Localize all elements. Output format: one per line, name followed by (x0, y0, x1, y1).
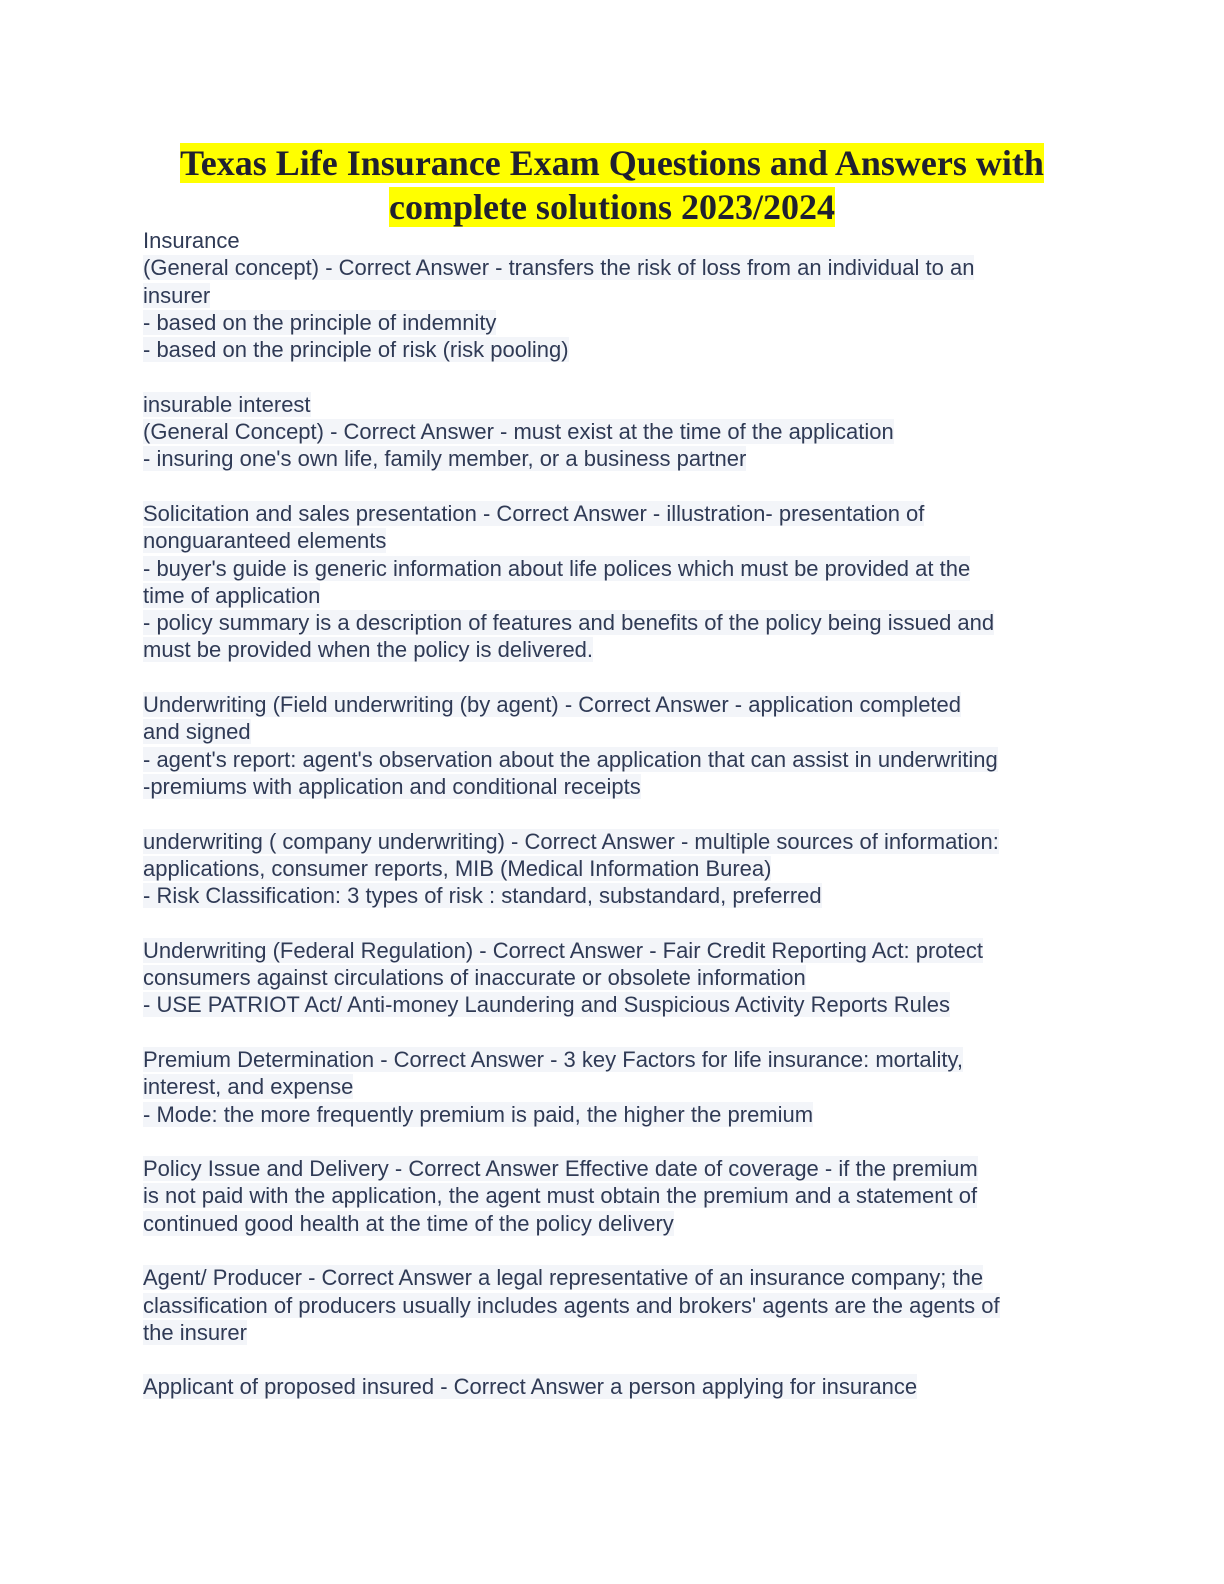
qa-entry (143, 828, 1083, 910)
text-line (143, 636, 1083, 663)
document-body (143, 227, 1083, 1428)
line-text: (General Concept) - Correct Answer - must exist at the time of the application (143, 419, 894, 445)
text-line (143, 1073, 1083, 1100)
qa-entry (143, 691, 1083, 800)
text-line (143, 282, 1083, 309)
text-line (143, 1210, 1083, 1237)
qa-entry (143, 1264, 1083, 1346)
line-text: continued good health at the time of the policy delivery (143, 1210, 674, 1236)
line-text: - policy summary is a description of features and benefits of the policy being issued and (143, 610, 995, 636)
document-title (143, 141, 1081, 229)
text-line (143, 309, 1083, 336)
line-text: - Mode: the more frequently premium is paid, the higher the premium (143, 1101, 814, 1127)
line-text: the insurer (143, 1319, 247, 1345)
qa-entry (143, 1155, 1083, 1237)
line-text: classification of producers usually includes agents and brokers' agents are the agents of (143, 1292, 1000, 1318)
line-text: must be provided when the policy is delivered. (143, 637, 594, 663)
qa-entry (143, 500, 1083, 664)
text-line (143, 746, 1083, 773)
text-line (143, 828, 1083, 855)
line-text: -premiums with application and conditional receipts (143, 773, 641, 799)
text-line (143, 1155, 1083, 1182)
line-text: Solicitation and sales presentation - Correct Answer - illustration- presentation of (143, 500, 925, 526)
line-text: - based on the principle of risk (risk pooling) (143, 337, 569, 363)
text-line (143, 1373, 1083, 1400)
text-line (143, 964, 1083, 991)
line-text: nonguaranteed elements (143, 528, 387, 554)
text-line (143, 527, 1083, 554)
text-line (143, 254, 1083, 281)
line-text: Agent/ Producer - Correct Answer a legal representative of an insurance company; the (143, 1265, 984, 1291)
line-text: - Risk Classification: 3 types of risk : standard, substandard, preferred (143, 883, 822, 909)
qa-entry (143, 227, 1083, 363)
text-line (143, 391, 1083, 418)
text-line (143, 1046, 1083, 1073)
line-text: and signed (143, 719, 251, 745)
line-text: - buyer's guide is generic information about life polices which must be provided at the (143, 555, 971, 581)
text-line (143, 937, 1083, 964)
line-text: Applicant of proposed insured - Correct Answer a person applying for insurance (143, 1374, 918, 1400)
title-line-1: Texas Life Insurance Exam Questions and Answers with (180, 143, 1044, 183)
title-line-2: complete solutions 2023/2024 (389, 187, 835, 227)
text-line (143, 336, 1083, 363)
line-text: interest, and expense (143, 1074, 354, 1100)
line-text: (General concept) - Correct Answer - transfers the risk of loss from an individual to an (143, 255, 975, 281)
line-text: time of application (143, 582, 321, 608)
text-line (143, 582, 1083, 609)
text-line (143, 718, 1083, 745)
line-text: Insurance (143, 228, 240, 253)
text-line (143, 227, 1083, 254)
line-text: Underwriting (Federal Regulation) - Correct Answer - Fair Credit Reporting Act: protect (143, 937, 983, 963)
line-text: Policy Issue and Delivery - Correct Answer Effective date of coverage - if the premium (143, 1156, 978, 1182)
text-line (143, 1264, 1083, 1291)
text-line (143, 445, 1083, 472)
qa-entry (143, 391, 1083, 473)
text-line (143, 1319, 1083, 1346)
text-line (143, 691, 1083, 718)
line-text: Premium Determination - Correct Answer - 3 key Factors for life insurance: mortality, (143, 1046, 963, 1072)
text-line (143, 991, 1083, 1018)
line-text: - agent's report: agent's observation about the application that can assist in underwriting (143, 746, 998, 772)
line-text: Underwriting (Field underwriting (by agent) - Correct Answer - application completed (143, 692, 962, 718)
text-line (143, 500, 1083, 527)
qa-entry (143, 1046, 1083, 1128)
text-line (143, 882, 1083, 909)
line-text: applications, consumer reports, MIB (Medical Information Burea) (143, 855, 772, 881)
text-line (143, 1292, 1083, 1319)
line-text: - USE PATRIOT Act/ Anti-money Laundering and Suspicious Activity Reports Rules (143, 992, 951, 1018)
line-text: consumers against circulations of inaccurate or obsolete information (143, 965, 806, 991)
text-line (143, 1182, 1083, 1209)
line-text: is not paid with the application, the agent must obtain the premium and a statement of (143, 1183, 978, 1209)
text-line (143, 773, 1083, 800)
qa-entry (143, 937, 1083, 1019)
text-line (143, 555, 1083, 582)
text-line (143, 418, 1083, 445)
line-text: - based on the principle of indemnity (143, 309, 497, 335)
text-line (143, 609, 1083, 636)
qa-entry (143, 1373, 1083, 1400)
line-text: insurable interest (143, 391, 311, 417)
text-line (143, 1101, 1083, 1128)
line-text: insurer (143, 282, 211, 308)
line-text: - insuring one's own life, family member, or a business partner (143, 446, 747, 472)
line-text: underwriting ( company underwriting) - Correct Answer - multiple sources of information: (143, 828, 999, 854)
text-line (143, 855, 1083, 882)
